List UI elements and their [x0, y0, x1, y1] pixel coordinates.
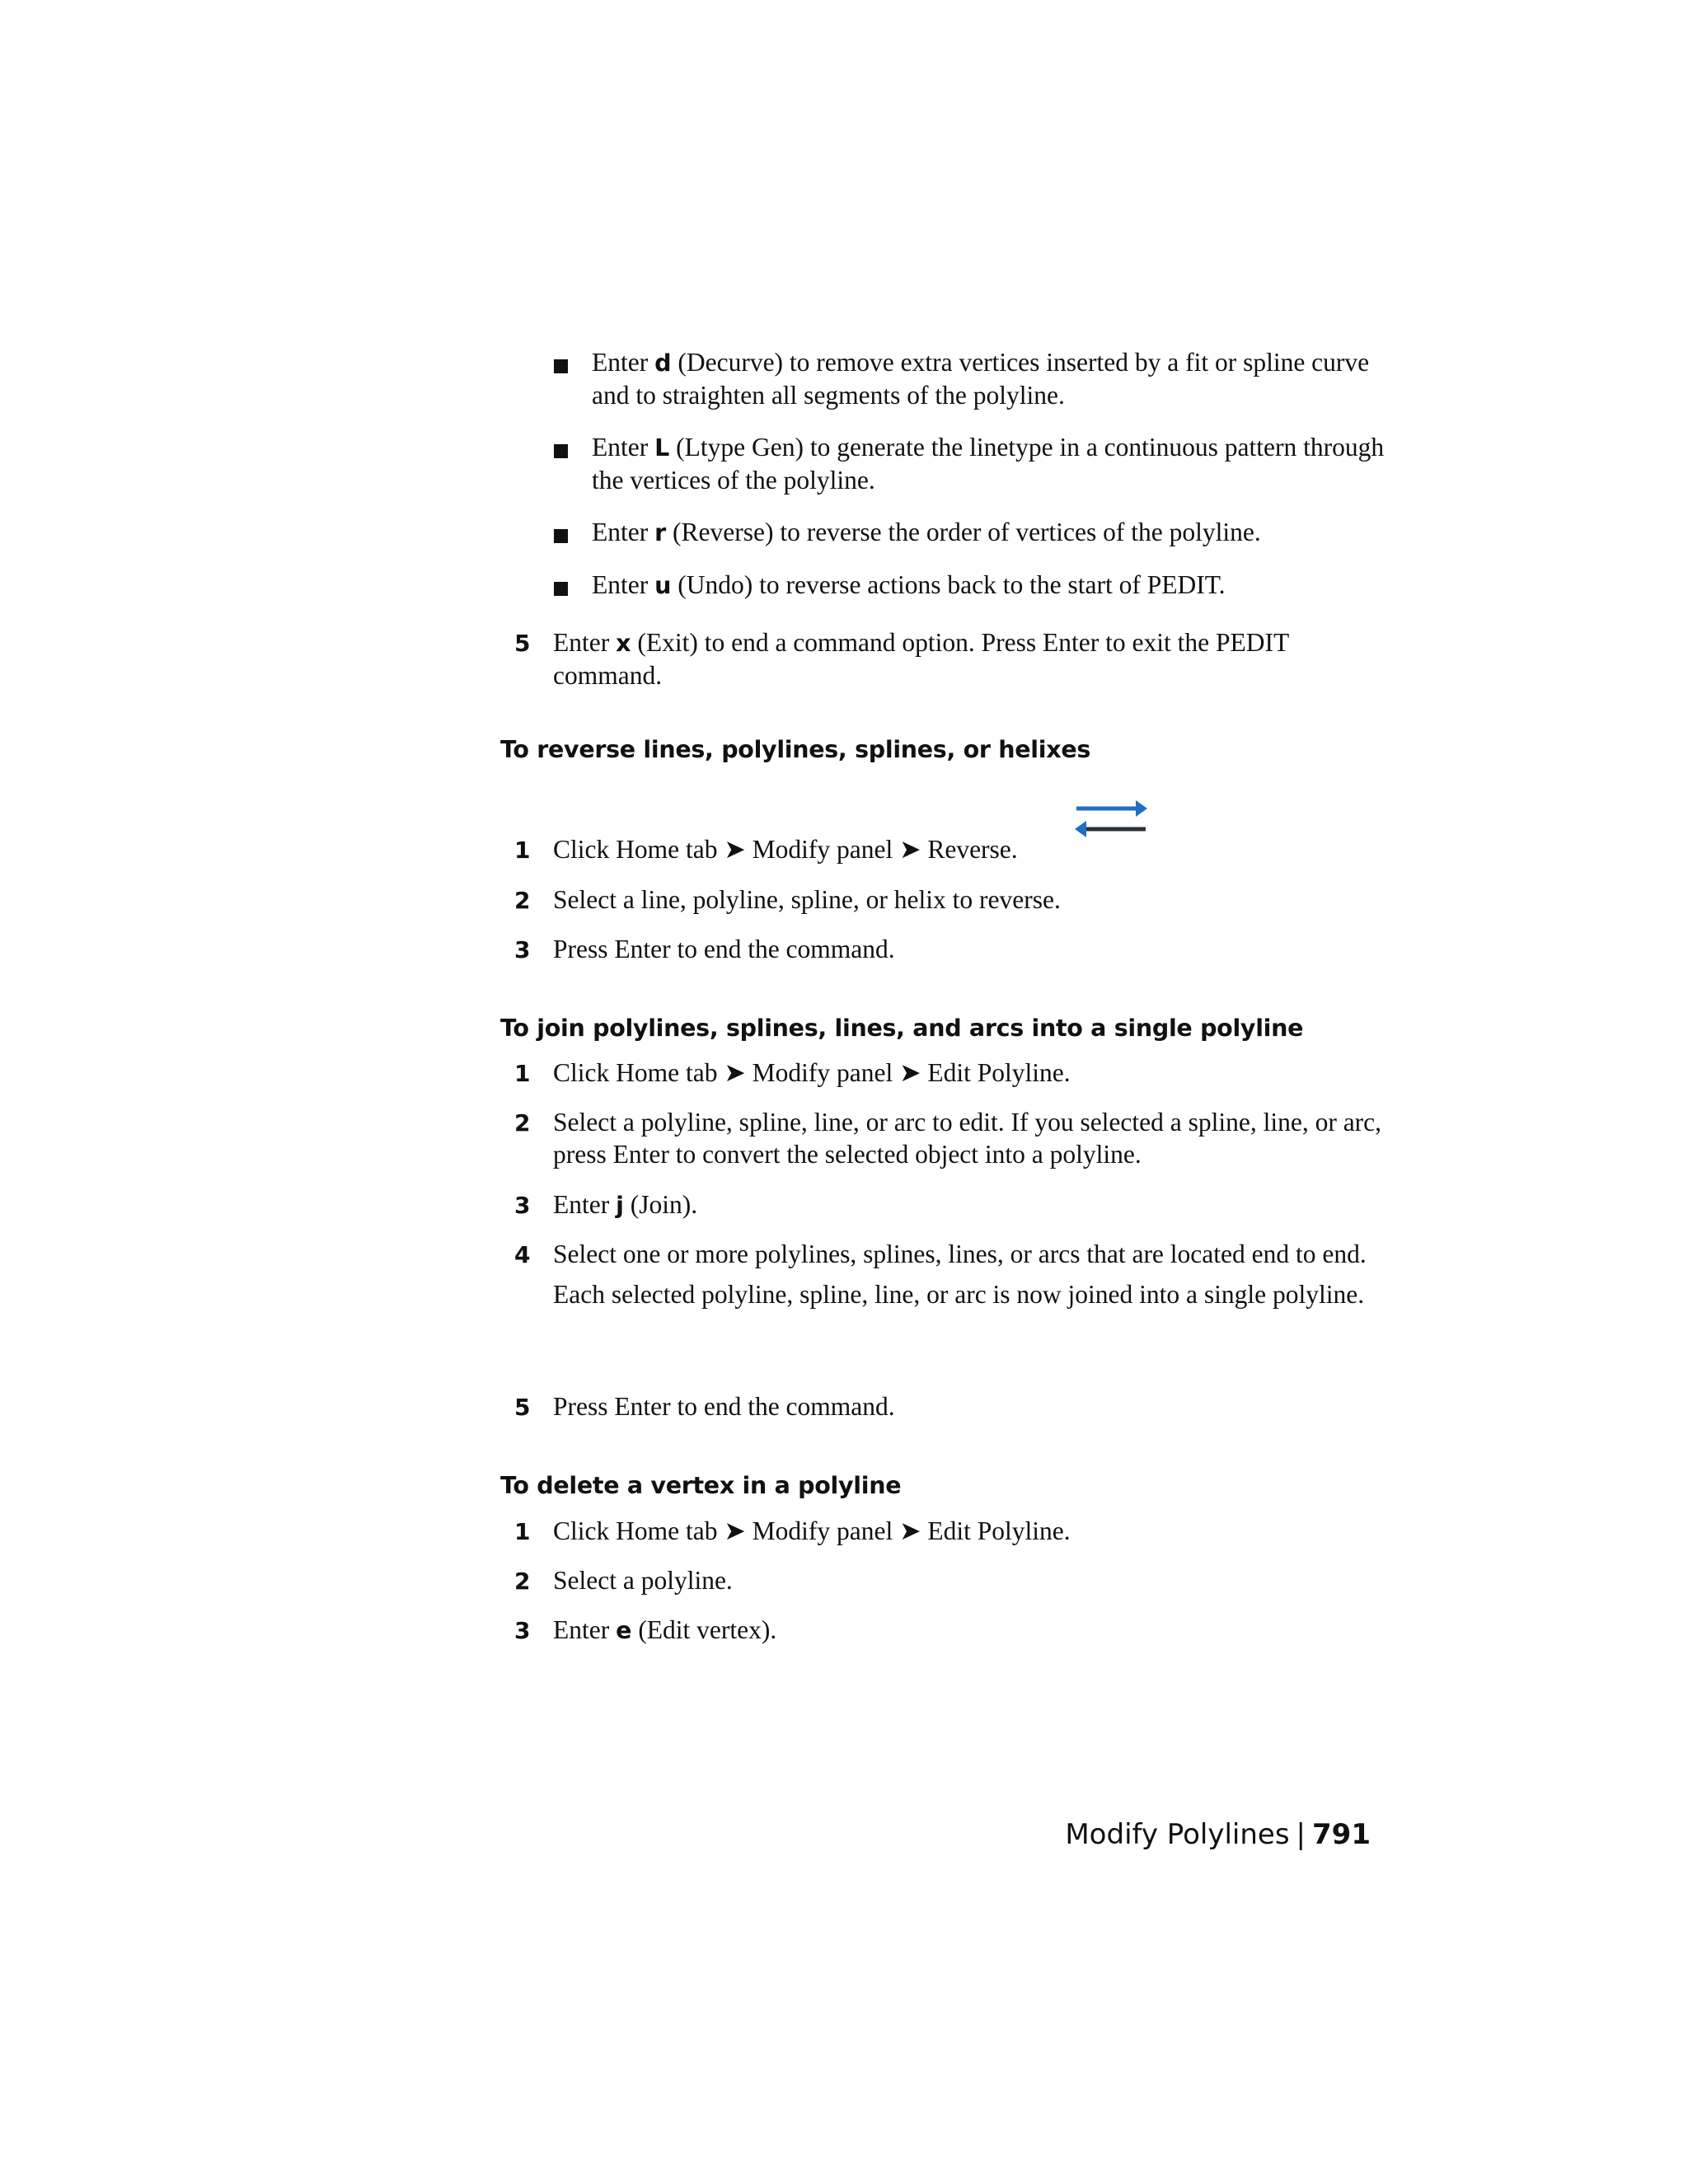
- square-bullet-icon: [554, 529, 568, 543]
- bullet-text-post: (Reverse) to reverse the order of vertices of the polyline.: [666, 518, 1261, 546]
- square-bullet-icon: [554, 582, 568, 596]
- step-number: 3: [514, 1617, 531, 1644]
- join-step-1: [514, 1057, 1388, 1089]
- step-text: Click Home tab ➤ Modify panel ➤ Edit Polyline.: [553, 1058, 1071, 1087]
- step-key: x: [616, 630, 631, 657]
- heading-reverse: To reverse lines, polylines, splines, or helixes: [500, 736, 1091, 763]
- step-number: 5: [514, 630, 531, 657]
- heading-delete-vertex: To delete a vertex in a polyline: [500, 1472, 902, 1499]
- step-note: Each selected polyline, spline, line, or arc is now joined into a single polyline.: [553, 1280, 1365, 1309]
- bullet-undo: [554, 569, 1386, 602]
- delete-step-1: [514, 1515, 1388, 1547]
- reverse-step-1: [514, 833, 1388, 865]
- bullet-decurve: [554, 346, 1386, 411]
- step-text: Press Enter to end the command.: [553, 1392, 895, 1421]
- step-number: 4: [514, 1241, 531, 1268]
- step-text-post: (Edit vertex).: [631, 1615, 777, 1644]
- bullet-key: r: [654, 519, 667, 546]
- step-number: 2: [514, 1109, 531, 1137]
- reverse-step-2: [514, 883, 1388, 916]
- bullet-reverse: [554, 516, 1386, 549]
- step-text-pre: Enter: [553, 1615, 617, 1644]
- step-key: e: [616, 1617, 632, 1644]
- step-number: 5: [514, 1394, 531, 1421]
- step-text: Click Home tab ➤ Modify panel ➤ Reverse.: [553, 835, 1018, 864]
- square-bullet-icon: [554, 359, 568, 373]
- heading-join: To join polylines, splines, lines, and arcs into a single polyline: [500, 1015, 1304, 1042]
- step-key: j: [616, 1192, 624, 1219]
- footer-separator: |: [1296, 1818, 1306, 1851]
- bullet-text-pre: Enter: [592, 433, 655, 462]
- join-step-5: [514, 1390, 1388, 1422]
- footer-section-title: Modify Polylines: [1065, 1818, 1290, 1851]
- step-text-post: (Join).: [623, 1190, 698, 1219]
- step-text-pre: Enter: [553, 1190, 617, 1219]
- bullet-ltype-gen: [554, 431, 1386, 496]
- step-text: Select one or more polylines, splines, lines, or arcs that are located end to end.: [553, 1240, 1367, 1268]
- bullet-text-pre: Enter: [592, 570, 655, 599]
- step-number: 2: [514, 887, 531, 914]
- bullet-text-pre: Enter: [592, 518, 655, 546]
- bullet-key: L: [654, 434, 670, 462]
- step-number: 1: [514, 1060, 531, 1087]
- join-step-3: [514, 1188, 1388, 1221]
- step-text: Select a polyline, spline, line, or arc to edit. If you selected a spline, line, or arc, press Enter to convert the selected object into a polyline.: [553, 1108, 1382, 1169]
- delete-step-2: [514, 1564, 1388, 1596]
- step-number: 3: [514, 936, 531, 963]
- step-text-pre: Enter: [553, 628, 617, 657]
- bullet-text-post: (Ltype Gen) to generate the linetype in a continuous pattern through the vertices of the polyline.: [592, 433, 1385, 494]
- step-text-post: (Exit) to end a command option. Press Enter to exit the PEDIT command.: [553, 628, 1289, 690]
- step-number: 2: [514, 1568, 531, 1595]
- option-bullet-list: [554, 346, 1386, 621]
- page-footer: [1065, 1816, 1371, 1853]
- reverse-step-3: [514, 933, 1388, 965]
- bullet-key: d: [654, 349, 672, 377]
- join-step-2: [514, 1106, 1388, 1170]
- step-exit: [514, 626, 1388, 691]
- step-number: 1: [514, 1518, 531, 1545]
- bullet-text-post: (Decurve) to remove extra vertices inserted by a fit or spline curve and to straighten all segments of the polyline.: [592, 348, 1370, 410]
- step-text: Select a line, polyline, spline, or helix to reverse.: [553, 885, 1061, 914]
- step-number: 1: [514, 837, 531, 864]
- join-step-4: [514, 1238, 1388, 1310]
- square-bullet-icon: [554, 444, 568, 458]
- bullet-text-post: (Undo) to reverse actions back to the start of PEDIT.: [671, 570, 1226, 599]
- step-text: Press Enter to end the command.: [553, 935, 895, 963]
- step-number: 3: [514, 1192, 531, 1219]
- bullet-text-pre: Enter: [592, 348, 655, 377]
- bullet-key: u: [654, 572, 672, 599]
- step-text: Select a polyline.: [553, 1566, 733, 1595]
- step-text: Click Home tab ➤ Modify panel ➤ Edit Polyline.: [553, 1516, 1071, 1545]
- delete-step-3: [514, 1614, 1388, 1647]
- page-number: 791: [1312, 1818, 1371, 1851]
